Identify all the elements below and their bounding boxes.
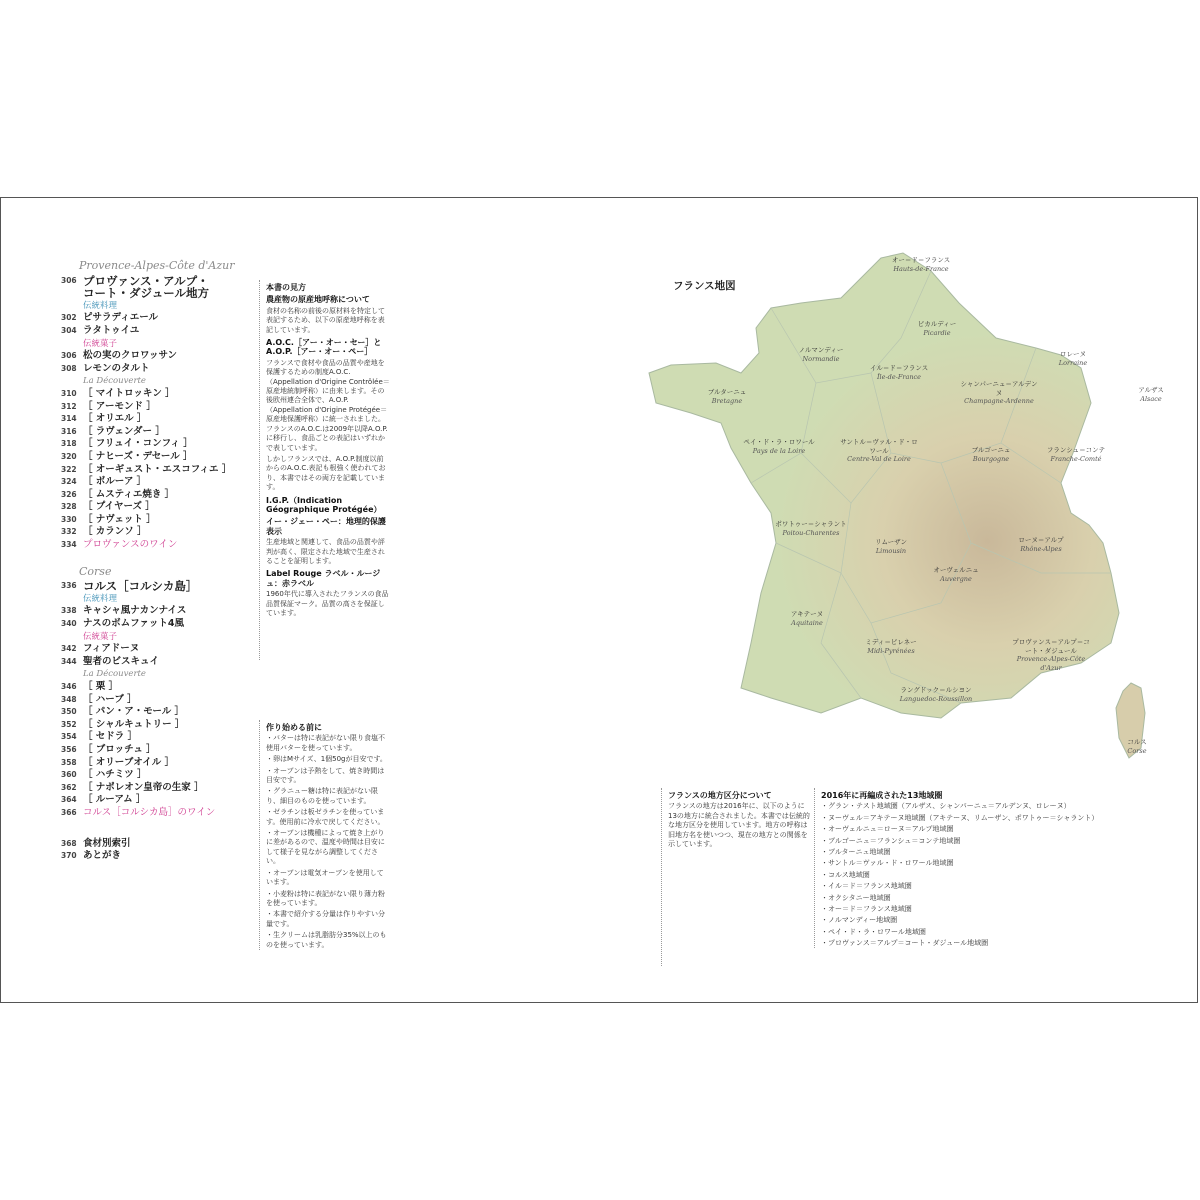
toc-entry[interactable] — [61, 643, 251, 656]
region-label: アキテーヌ Aquitaine — [790, 610, 824, 627]
category-heading: La Découverte — [83, 669, 146, 680]
entry-title: ［ ハチミツ ］ — [83, 769, 147, 781]
region-label: リムーザン Limousin — [874, 538, 908, 555]
entry-title: 食材別索引 — [83, 837, 131, 849]
page-number: 316 — [61, 426, 77, 436]
toc-entry[interactable] — [61, 731, 251, 744]
region-label: イル＝ド＝フランス Île-de-France — [869, 364, 929, 381]
page-number: 318 — [61, 439, 77, 449]
thirteen-regions-column — [814, 788, 1171, 948]
region-label: ピカルディー Picardie — [917, 320, 957, 337]
list-item: ・コルス地域圏 — [821, 870, 870, 879]
paragraph: フランスの地方は2016年に、以下のように13の地方に統合されました。本書では伝統的な地方区分を使用しています。地方の呼称は旧地方名を使いつつ、現在の地方との関係を示しています。 — [668, 802, 810, 849]
entry-title: ナスのボムファット4風 — [83, 618, 185, 630]
toc-entry[interactable] — [61, 501, 251, 514]
region-label: ブルターニュ Bretagne — [707, 388, 747, 405]
page-number: 346 — [61, 682, 77, 691]
page-number: 370 — [61, 851, 77, 861]
entry-title: ［ フリュイ・コンフィ ］ — [83, 438, 193, 450]
page-number: 340 — [61, 619, 77, 629]
bullet-item: ・本書で紹介する分量は作りやすい分量です。 — [266, 910, 385, 928]
region-division-column — [661, 788, 810, 966]
toc-entry[interactable] — [61, 451, 251, 464]
entry-title: ピサラディエール — [83, 312, 159, 324]
list-item: ・グラン・テスト地域圏（アルザス、シャンパーニュ＝アルデンヌ、ロレーヌ） — [821, 802, 1071, 811]
paragraph: 1960年代に導入されたフランスの食品品質保証マーク。品質の高さを保証しています。 — [266, 590, 389, 617]
entry-title: 松の実のクロワッサン — [83, 350, 178, 362]
toc-entry[interactable] — [61, 539, 251, 552]
list-item: ・サントル＝ヴァル・ド・ロワール地域圏 — [821, 859, 954, 868]
entry-title: ［ ボルーア ］ — [83, 476, 147, 488]
region-label: ロレーヌ Lorraine — [1058, 350, 1088, 367]
page-number: 326 — [61, 489, 77, 499]
region-label: ペイ・ド・ラ・ロワール Pays de la Loire — [743, 438, 815, 455]
page-number: 320 — [61, 451, 77, 461]
page-number: 330 — [61, 514, 77, 524]
book-spread — [0, 197, 1198, 1003]
page-number: 344 — [61, 656, 77, 666]
page-number: 334 — [61, 540, 77, 550]
toc-entry[interactable] — [61, 325, 251, 338]
region-label: ミディ＝ピレネー Midi-Pyrénées — [865, 638, 917, 655]
toc-entry[interactable] — [61, 401, 251, 414]
entry-title: ［ ナヒーズ・デセール ］ — [83, 450, 193, 462]
toc-entry[interactable] — [61, 438, 251, 451]
section-heading: Label Rouge ラベル・ルージュ：赤ラベル — [266, 569, 381, 588]
region-label: シャンパーニュ＝アルデンヌ Champagne-Ardenne — [960, 380, 1038, 405]
page-number: 356 — [61, 744, 77, 754]
section-script-title: Corse — [79, 564, 112, 578]
toc-entry[interactable] — [61, 312, 251, 325]
page-number: 310 — [61, 388, 77, 398]
entry-title: プロヴァンスのワイン — [83, 539, 178, 551]
toc-entry[interactable] — [61, 794, 251, 807]
page-number: 342 — [61, 644, 77, 654]
entry-title: ［ ルーアム ］ — [83, 794, 146, 806]
column-title: フランスの地方区分について — [668, 791, 772, 800]
region-label: フランシュ＝コンテ Franche-Comté — [1046, 446, 1106, 463]
section-heading: イー・ジェー・ペー：地理的保護表示 — [266, 517, 386, 536]
page-number: 328 — [61, 502, 77, 512]
page-number: 338 — [61, 606, 77, 616]
page-number: 364 — [61, 795, 77, 805]
list-item: ・プロヴァンス＝アルプ＝コート・ダジュール地域圏 — [821, 939, 989, 948]
entry-title: コルス［コルシカ島］のワイン — [83, 806, 216, 818]
toc-entry[interactable] — [61, 807, 251, 820]
bullet-item: ・卵はMサイズ、1個50gが目安です。 — [266, 755, 387, 764]
toc-entry[interactable] — [61, 850, 251, 863]
bullet-item: ・オーブンは機種によって焼き上がりに差があるので、温度や時間は目安にして様子を見ながら調整してください。 — [266, 829, 385, 866]
section-heading: I.G.P.（Indication Géographique Protégée） — [266, 495, 382, 514]
category-heading: 伝統料理 — [83, 300, 118, 311]
page-number: 366 — [61, 807, 77, 817]
entry-title: ［ シャルキュトリー ］ — [83, 718, 185, 730]
toc-entry[interactable] — [61, 694, 251, 707]
entry-title: ［ プイヤーズ ］ — [83, 501, 155, 513]
page-number: 312 — [61, 401, 77, 411]
toc-entry[interactable] — [61, 426, 251, 439]
page-number: 360 — [61, 770, 77, 780]
page-number: 306 — [61, 351, 77, 361]
page-number: 352 — [61, 719, 77, 729]
toc-entry[interactable] — [61, 363, 251, 376]
page-number: 302 — [61, 313, 77, 323]
column-title: 作り始める前に — [266, 723, 322, 732]
before-you-start-column — [259, 720, 390, 950]
paragraph: フランスで食材や食品の品質や産地を保護するための制度A.O.C.（Appellation d'Origine Contrôlée＝原産地統制呼称）に由来します。その後欧州連合全体で、A.O.P.（Appellation d'Origine Protégée＝原産地保護呼称）に統一されました。フランスのA.O.C.は2009年以降A.O.P.に移行し、食品ごとの表記はいずれかで表しています。 — [266, 358, 390, 452]
entry-title: ［ ナポレオン皇帝の生家 ］ — [83, 781, 204, 793]
section-script-title: Provence-Alpes-Côte d'Azur — [79, 259, 235, 272]
bullet-item: ・オーブンは予熱をして、焼き時間は目安です。 — [266, 766, 385, 785]
region-label: コルス Corse — [1127, 738, 1147, 755]
entry-title: ［ マイトロッキン ］ — [83, 387, 175, 399]
entry-title: ラタトゥイユ — [83, 324, 140, 336]
toc-entry[interactable] — [61, 464, 251, 477]
page-number: 368 — [61, 838, 77, 848]
entry-title: ［ パン・ア・モール ］ — [83, 706, 185, 718]
entry-title: ［ オリエル ］ — [83, 413, 147, 425]
category-heading: La Découverte — [83, 376, 146, 387]
page-number: 322 — [61, 464, 77, 474]
entry-title: 聖者のビスキュイ — [83, 655, 160, 667]
region-label: ローヌ＝アルプ Rhône-Alpes — [1018, 536, 1064, 553]
region-label: オーヴェルニュ Auvergne — [933, 566, 979, 583]
bullet-item: ・小麦粉は特に表記がない限り薄力粉を使っています。 — [266, 889, 385, 907]
entry-title: ［ ラヴェンダー ］ — [83, 425, 165, 437]
toc-entry[interactable] — [61, 744, 251, 757]
page-number: 348 — [61, 694, 77, 704]
entry-title: レモンのタルト — [83, 362, 150, 374]
toc-entry[interactable] — [61, 706, 251, 719]
bullet-item: ・バターは特に表記がない限り食塩不使用バターを使っています。 — [266, 734, 385, 752]
list-item: ・ペイ・ド・ラ・ロワール地域圏 — [821, 927, 926, 936]
how-to-read-column — [259, 280, 390, 660]
page-number: 304 — [61, 325, 77, 335]
page-number: 350 — [61, 707, 77, 717]
entry-title: フィアドーヌ — [83, 643, 140, 655]
page-number: 336 — [61, 581, 77, 591]
category-heading: 伝統料理 — [83, 593, 118, 604]
toc-entry[interactable] — [61, 618, 251, 631]
page-number: 306 — [61, 275, 77, 285]
entry-title: ［ ナヴェット ］ — [83, 513, 156, 525]
toc-entry[interactable] — [61, 413, 251, 426]
toc-entry[interactable] — [61, 580, 251, 593]
entry-title: コルス［コルシカ島］ — [83, 579, 198, 594]
entry-title: ［ カランソ ］ — [83, 526, 147, 538]
list-item: ・ノルマンディー地域圏 — [821, 916, 898, 925]
bullet-item: ・生クリームは乳脂肪分35%以上のものを使っています。 — [266, 931, 387, 949]
toc-entry[interactable] — [61, 605, 251, 618]
entry-title: プロヴァンス・アルプ・ コート・ダジュール地方 — [83, 273, 210, 301]
region-label: ノルマンディー Normandie — [798, 346, 844, 363]
toc-entry[interactable] — [61, 782, 251, 795]
toc-entry[interactable] — [61, 681, 251, 694]
region-label: ポワトゥー＝シャラント Poitou-Charentes — [775, 520, 847, 537]
bullet-item: ・ゼラチンは板ゼラチンを使っています。使用前に冷水で戻してください。 — [266, 808, 385, 826]
entry-title: ［ ハーブ ］ — [83, 693, 137, 705]
entry-title: キャシャ風ナカンナイス — [83, 605, 187, 617]
list-item: ・オクシタニー地域圏 — [821, 893, 891, 902]
entry-title: ［ セドラ ］ — [83, 731, 138, 743]
column-title: 2016年に再編成された13地域圏 — [821, 791, 943, 800]
bullet-item: ・オーブンは電気オーブンを使用しています。 — [266, 868, 384, 887]
region-label: オー＝ド＝フランス Hauts-de-France — [891, 256, 951, 273]
page-number: 354 — [61, 732, 77, 742]
region-label: プロヴァンス＝アルプ＝コート・ダジュール Provence-Alpes-Côte d'Azur — [1012, 638, 1090, 672]
paragraph: 食材の名称の前後の原材料を特定して表記するため、以下の原産地呼称を表記しています。 — [266, 306, 385, 334]
toc-entry[interactable] — [61, 769, 251, 782]
list-item: ・イル＝ド＝フランス地域圏 — [821, 882, 912, 891]
table-of-contents — [61, 260, 251, 863]
region-label: ブルゴーニュ Bourgogne — [971, 446, 1011, 463]
toc-entry[interactable] — [61, 526, 251, 539]
region-label: アルザス Alsace — [1138, 386, 1164, 403]
list-item: ・ブルゴーニュ＝フランシュ＝コンテ地域圏 — [821, 836, 961, 845]
page-number: 314 — [61, 414, 77, 424]
list-item: ・オーヴェルニュ＝ローヌ＝アルプ地域圏 — [821, 825, 954, 834]
list-item: ・ブルターニュ地域圏 — [821, 848, 891, 857]
map-title: フランス地図 — [673, 280, 736, 292]
toc-entry[interactable] — [61, 476, 251, 489]
entry-title: ［ ブロッチュ ］ — [83, 743, 156, 755]
entry-title: ［ オリーブオイル ］ — [83, 756, 175, 768]
entry-title: ［ アーモンド ］ — [83, 400, 156, 412]
bullet-item: ・グラニュー糖は特に表記がない限り、細目のものを使っています。 — [266, 787, 378, 805]
list-item: ・オー＝ド＝フランス地域圏 — [821, 905, 912, 914]
section-heading: A.O.C.［アー・オー・セー］とA.O.P.［アー・オー・ペー］ — [266, 338, 382, 357]
toc-entry[interactable] — [61, 388, 251, 401]
page-number: 308 — [61, 363, 77, 373]
page-number: 332 — [61, 527, 77, 537]
toc-entry[interactable] — [61, 757, 251, 770]
entry-title: ［ オーギュスト・エスコフィエ ］ — [83, 463, 232, 475]
toc-entry[interactable] — [61, 350, 251, 363]
page-number: 358 — [61, 757, 77, 767]
entry-title: ［ ムスティエ焼き ］ — [83, 488, 175, 500]
toc-entry[interactable] — [61, 656, 251, 669]
toc-entry[interactable] — [61, 489, 251, 502]
list-item: ・ヌーヴェル＝アキテーヌ地域圏（アキテーヌ、リムーザン、ポワトゥー＝シャラント） — [821, 813, 1099, 822]
toc-entry[interactable] — [61, 719, 251, 732]
section-heading: 農産物の原産地呼称について — [266, 295, 370, 305]
toc-entry[interactable] — [61, 275, 251, 300]
category-heading: 伝統菓子 — [83, 631, 118, 642]
toc-entry[interactable] — [61, 514, 251, 527]
column-title: 本書の見方 — [266, 283, 306, 292]
region-label: ラングドック＝ルシヨン Languedoc-Roussillon — [899, 686, 973, 703]
category-heading: 伝統菓子 — [83, 338, 118, 349]
entry-title: あとがき — [83, 850, 122, 862]
paragraph: しかしフランスでは、A.O.P.制度以前からのA.O.C.表記も根強く使われており、本書ではその両方を記載しています。 — [266, 454, 386, 492]
region-label: サントル＝ヴァル・ド・ロワール Centre-Val de Loire — [840, 438, 918, 463]
entry-title: ［ 栗 ］ — [83, 681, 119, 692]
paragraph: 生産地域と関連して、食品の品質や評判が高く、限定された地域で生産されることを証明します。 — [266, 538, 385, 565]
page-number: 324 — [61, 477, 77, 487]
toc-entry[interactable] — [61, 838, 251, 851]
page-number: 362 — [61, 782, 77, 792]
